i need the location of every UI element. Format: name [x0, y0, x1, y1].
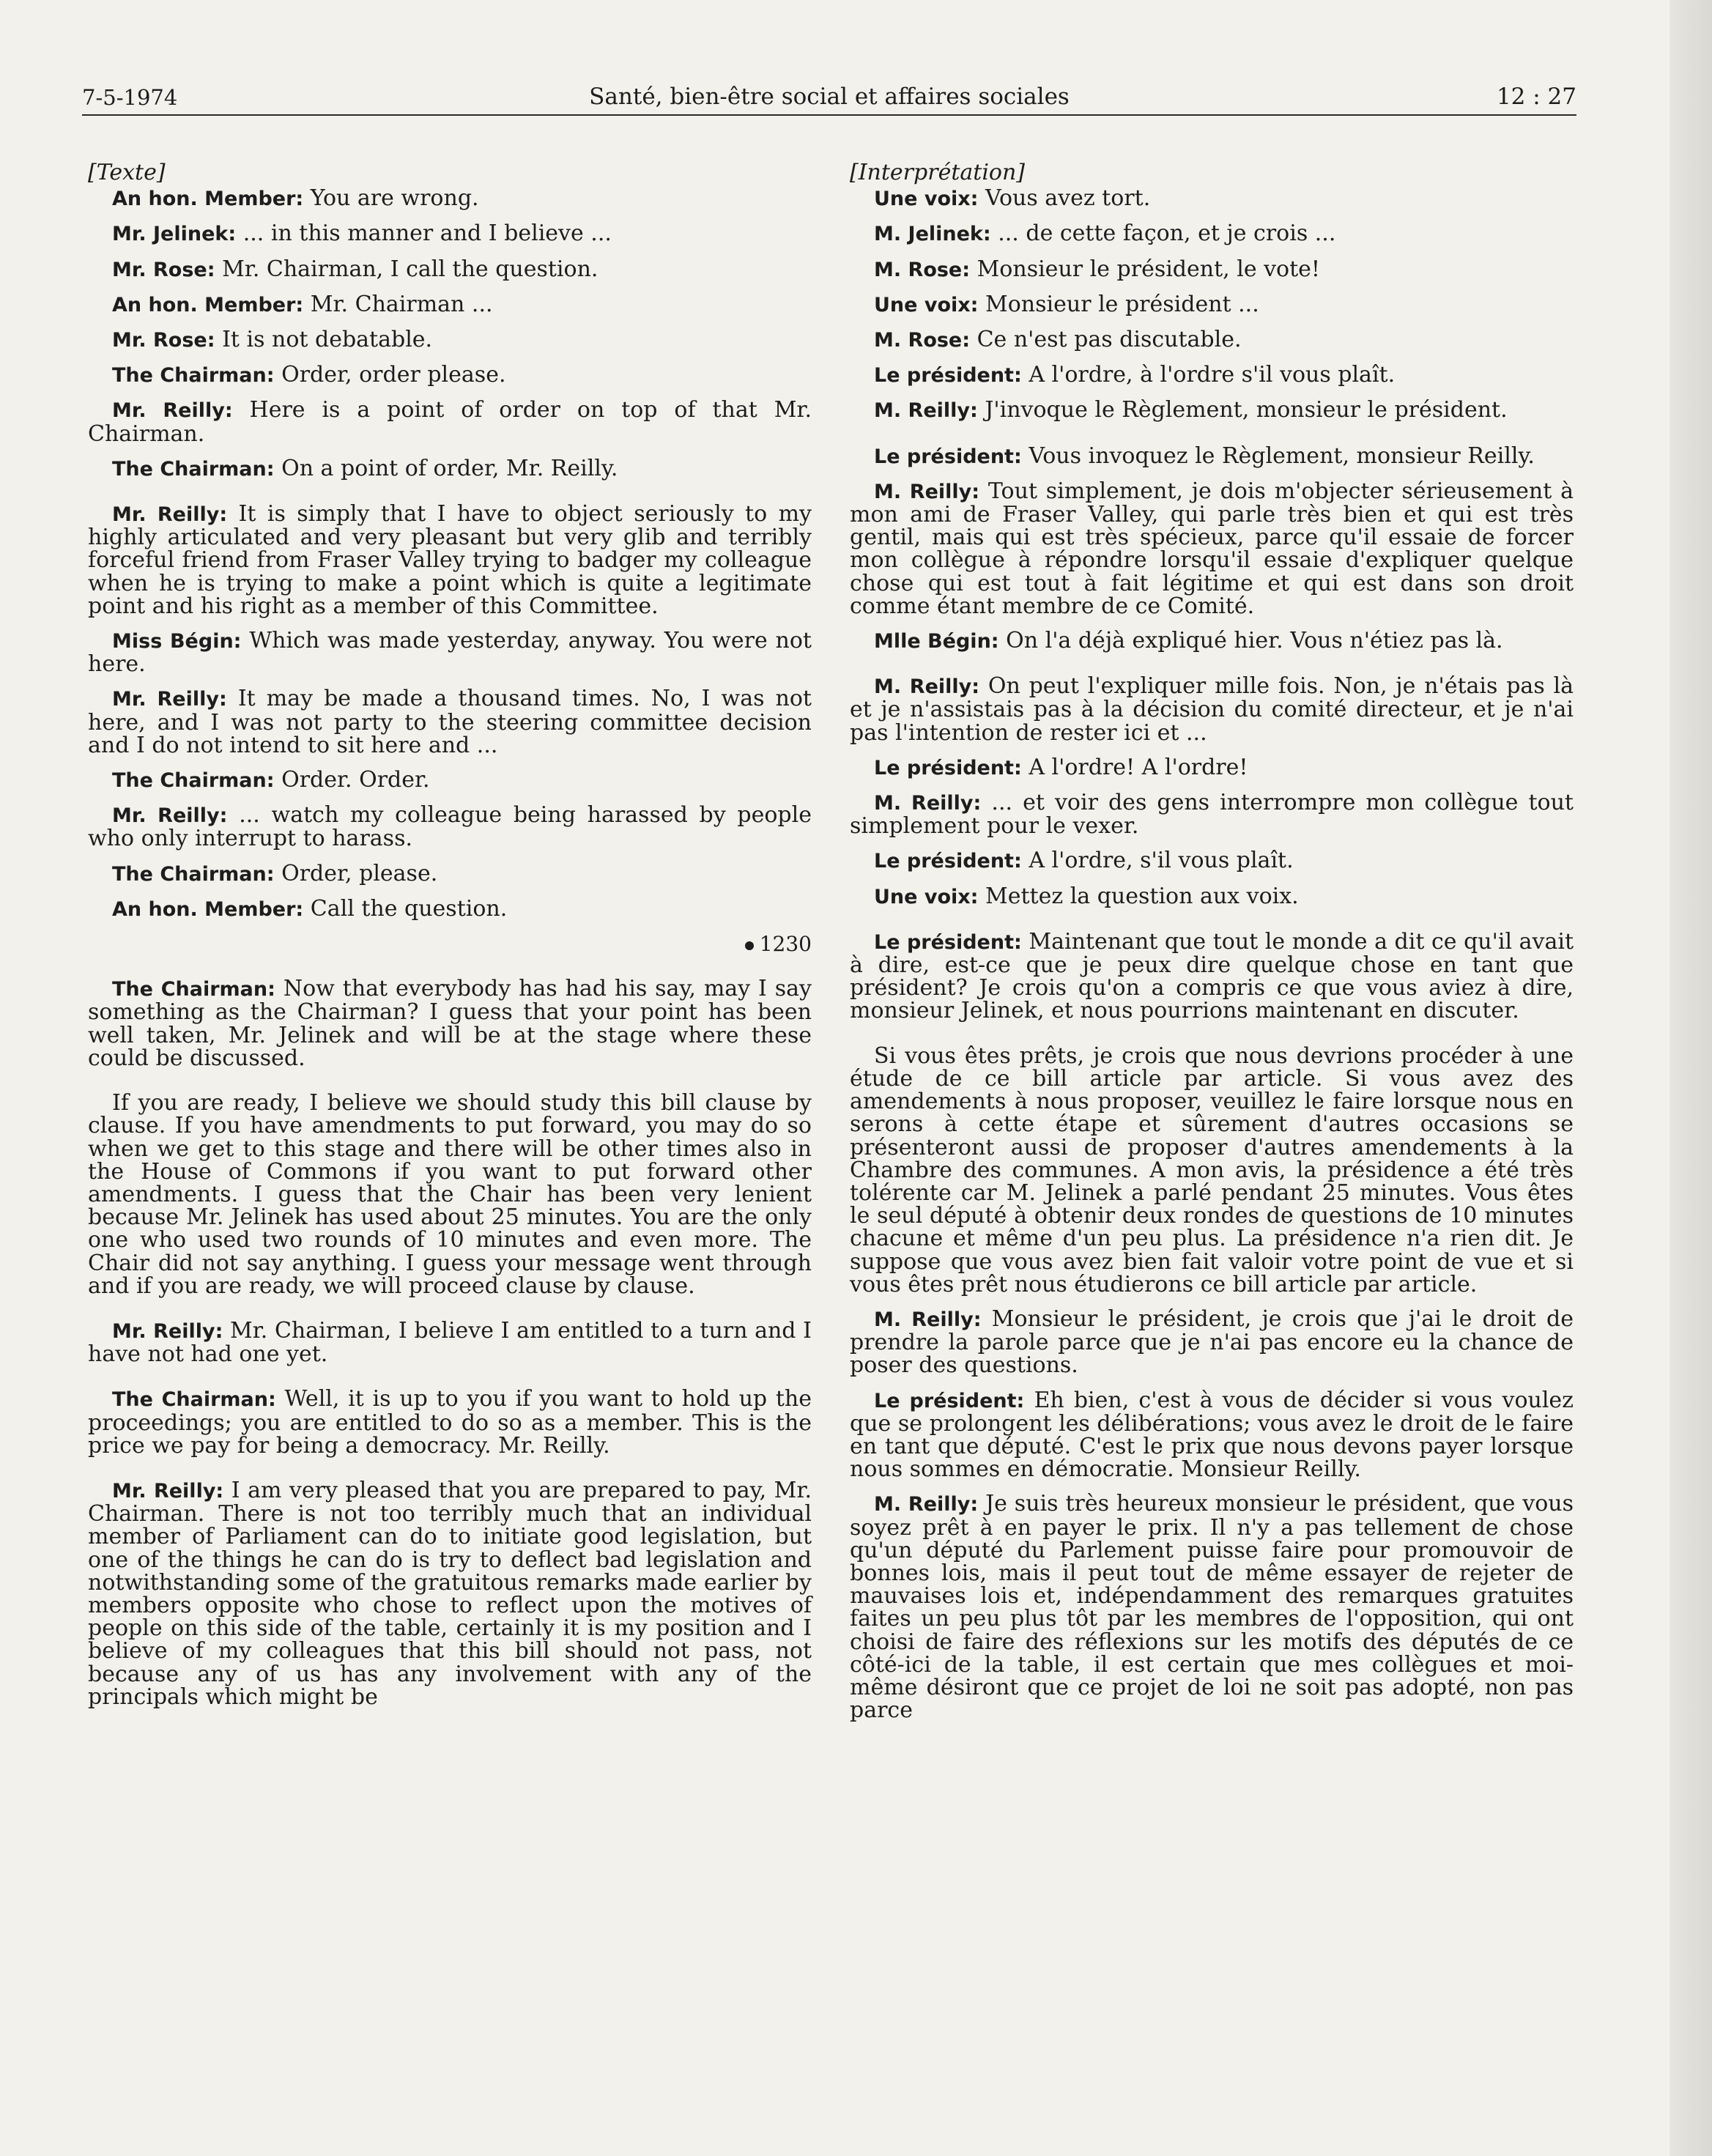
time-marker-text: 1230: [759, 932, 812, 957]
paragraph-text: Mettez la question aux voix.: [985, 883, 1299, 909]
speaker-name: M. Rose:: [874, 258, 971, 281]
transcript-paragraph: [850, 480, 1574, 618]
section-label: [Interprétation]: [850, 160, 1026, 185]
speaker-name: The Chairman:: [112, 978, 275, 1001]
speaker-name: Mlle Bégin:: [874, 630, 999, 653]
paragraph-text: Maintenant que tout le monde a dit ce qu'il avait à dire, est-ce que je peux dire quelque chose en tant que président? Je crois qu'on a compris ce que vous aviez à dire, monsieur Jelinek, et nous pourrions maintenant en discuter.: [850, 928, 1574, 1024]
paragraph-text: A l'ordre, s'il vous plaît.: [1029, 848, 1294, 874]
speaker-name: M. Reilly:: [874, 792, 982, 815]
transcript-paragraph: [88, 222, 812, 245]
transcript-paragraph: [88, 977, 812, 1070]
transcript-paragraph: [850, 1305, 1574, 1379]
paragraph-text: Monsieur le président, le vote!: [977, 256, 1320, 282]
paragraph-text: ... watch my colleague being harassed by people who only interrupt to harass.: [88, 802, 812, 852]
transcript-paragraph: [88, 457, 812, 481]
paragraph-text: Now that everybody has had his say, may I say something as the Chairman? I guess that your point has been well taken, Mr. Jelinek and will be at the stage where these could be discussed.: [88, 976, 812, 1071]
transcript-paragraph: [850, 790, 1574, 840]
paragraph-text: Tout simplement, je dois m'objecter sérieusement à mon ami de Fraser Valley, qui parle très bien et qui est très gentil, mais qui est très spécieux, parce qu'il essaie de forcer mon collègue à répondre lorsqu'il essaie d'expliquer quelque chose qui est tout à fait légitime et qui est dans son droit comme étant membre de ce Comité.: [850, 478, 1574, 619]
transcript-paragraph: [88, 768, 812, 792]
speaker-name: Le président:: [874, 930, 1022, 954]
paragraph-text: Monsieur le président, je crois que j'ai le droit de prendre la parole parce que je n'ai pas encore eu la chance de poser des questions.: [850, 1305, 1574, 1379]
paragraph-text: Order, order please.: [281, 362, 506, 388]
french-column: [850, 161, 1574, 1733]
transcript-paragraph: [850, 1492, 1574, 1722]
speaker-name: The Chairman:: [112, 364, 275, 388]
transcript-paragraph: [88, 1388, 812, 1457]
transcript-paragraph: [88, 503, 812, 618]
paragraph-text: Mr. Chairman, I call the question.: [222, 256, 599, 282]
paragraph-text: Je suis très heureux monsieur le président, que vous soyez prêt à en payer le prix. Il n'y a pas tellement de chose qu'un député du Parlement puisse faire pour promouvoir de bonnes lois, mais il peut tout de même essayer de rejeter de mauvaises lois et, indépendamment des remarques gratuites faites un peu plus tôt par les membres de l'opposition, qui ont choisi de faire des réflexions sur les motifs des députés de ce côté-ici de la table, il est certain que mes collègues et moi-même désiront que ce projet de loi ne soit pas adopté, non pas parce: [850, 1491, 1574, 1724]
transcript-paragraph: [88, 687, 812, 757]
speaker-name: An hon. Member:: [112, 188, 304, 211]
speaker-name: M. Reilly:: [874, 1308, 982, 1331]
transcript-paragraph: [88, 897, 812, 921]
paragraph-text: Order. Order.: [281, 767, 430, 793]
paragraph-text: Call the question.: [310, 895, 508, 922]
transcript-paragraph: [88, 363, 812, 387]
header-date: 7-5-1974: [82, 85, 178, 110]
transcript-paragraph: [88, 804, 812, 850]
speaker-name: Mr. Rose:: [112, 258, 215, 281]
paragraph-text: On a point of order, Mr. Reilly.: [281, 455, 618, 481]
paragraph-text: Here is a point of order on top of that Mr. Chairman.: [88, 397, 812, 447]
paragraph-text: If you are ready, I believe we should study this bill clause by clause. If you have amendments to put forward, you may do so when we get to this stage and there will be other times also in the House of Commons if you want to put forward other amendments. I guess that the Chair has been very lenient because Mr. Jelinek has used about 25 minutes. You are the only one who used two rounds of 10 minutes and even more. The Chair did not say anything. I guess your message went through and if you are ready, we will proceed clause by clause.: [88, 1090, 812, 1299]
page-edge-shadow: [1670, 0, 1712, 2156]
speaker-name: M. Reilly:: [874, 480, 980, 503]
speaker-name: Mr. Reilly:: [112, 503, 228, 527]
paragraph-text: A l'ordre, à l'ordre s'il vous plaît.: [1029, 362, 1396, 388]
transcript-paragraph: [850, 1389, 1574, 1481]
paragraph-text: Monsieur le président ...: [985, 291, 1259, 317]
paragraph-text: On l'a déjà expliqué hier. Vous n'étiez pas là.: [1006, 628, 1503, 654]
time-marker: [88, 933, 812, 955]
transcript-paragraph: [850, 1042, 1574, 1297]
transcript-paragraph: [850, 930, 1574, 1023]
english-column: [88, 161, 812, 1720]
speaker-name: The Chairman:: [112, 1388, 276, 1412]
speaker-name: M. Rose:: [874, 329, 971, 352]
paragraph-text: Order, please.: [281, 860, 438, 886]
paragraph-text: Si vous êtes prêts, je crois que nous devrions procéder à une étude de ce bill article par article. Si vous avez des amendements à nous proposer, veuillez le faire lorsque nous en serons à cette étape et sûrement d'autres occasions se présenteront aussi de proposer d'autres amendements à la Chambre des communes. A mon avis, la présidence a été très tolérente car M. Jelinek a parlé pendant 25 minutes. Vous êtes le seul député à obtenir deux rondes de questions de 10 minutes chacune et même d'un peu plus. La présidence n'a rien dit. Je suppose que vous avez bien fait valoir votre point de vue et si vous êtes prêt nous étudierons ce bill article par article.: [850, 1042, 1574, 1297]
transcript-paragraph: [850, 187, 1574, 210]
paragraph-text: ... de cette façon, et je crois ...: [998, 221, 1336, 247]
header-title: Santé, bien-être social et affaires sociales: [589, 84, 1070, 110]
transcript-paragraph: [88, 1092, 812, 1297]
paragraph-text: A l'ordre! A l'ordre!: [1029, 754, 1248, 780]
speaker-name: Une voix:: [874, 885, 979, 908]
paragraph-text: Mr. Chairman ...: [310, 291, 493, 317]
transcript-paragraph: [850, 222, 1574, 245]
transcript-paragraph: [850, 885, 1574, 908]
transcript-paragraph: [850, 399, 1574, 422]
speaker-name: The Chairman:: [112, 457, 275, 481]
paragraph-text: ... in this manner and I believe ...: [242, 221, 612, 247]
transcript-paragraph: [850, 675, 1574, 744]
speaker-name: Une voix:: [874, 188, 979, 211]
speaker-name: An hon. Member:: [112, 897, 304, 921]
transcript-paragraph: [88, 187, 812, 210]
paragraph-text: J'invoque le Règlement, monsieur le président.: [985, 397, 1508, 423]
paragraph-text: It may be made a thousand times. No, I was not here, and I was not party to the steering committee decision and I do not intend to sit here and ...: [88, 686, 812, 758]
speaker-name: Une voix:: [874, 293, 979, 316]
speaker-name: Mr. Reilly:: [112, 804, 228, 828]
page-header: [82, 79, 1576, 116]
transcript-paragraph: [88, 1479, 812, 1708]
speaker-name: Le président:: [874, 1389, 1025, 1412]
header-page-number: 12 : 27: [1496, 84, 1576, 110]
speaker-name: M. Reilly:: [874, 675, 980, 699]
speaker-name: Mr. Reilly:: [112, 399, 233, 423]
speaker-name: Mr. Jelinek:: [112, 223, 237, 246]
transcript-paragraph: [88, 1319, 812, 1366]
speaker-name: Le président:: [874, 756, 1022, 779]
paragraph-text: ... et voir des gens interrompre mon collègue tout simplement pour le vexer.: [850, 790, 1574, 840]
speaker-name: The Chairman:: [112, 769, 275, 793]
speaker-name: The Chairman:: [112, 862, 275, 886]
paragraph-text: You are wrong.: [310, 185, 479, 212]
paragraph-text: It is simply that I have to object seriously to my highly articulated and very pleasant but very glib and terribly forceful friend from Fraser Valley trying to badger my colleague when he is trying to make a point which is quite a legitimate point and his right as a member of this Committee.: [88, 501, 812, 619]
transcript-paragraph: [850, 629, 1574, 653]
transcript-paragraph: [850, 328, 1574, 352]
speaker-name: Miss Bégin:: [112, 630, 242, 653]
transcript-paragraph: [88, 293, 812, 316]
speaker-name: An hon. Member:: [112, 293, 304, 316]
transcript-paragraph: [850, 756, 1574, 779]
speaker-name: Mr. Rose:: [112, 329, 215, 352]
transcript-paragraph: [850, 442, 1574, 469]
paragraph-text: Mr. Chairman, I believe I am entitled to a turn and I have not had one yet.: [88, 1317, 812, 1368]
speaker-name: Mr. Reilly:: [112, 1479, 224, 1503]
transcript-paragraph: [88, 399, 812, 445]
paragraph-text: Ce n'est pas discutable.: [977, 327, 1242, 353]
speaker-name: Mr. Reilly:: [112, 1319, 223, 1343]
speaker-name: M. Reilly:: [874, 399, 978, 423]
transcript-paragraph: [88, 862, 812, 886]
speaker-name: Mr. Reilly:: [112, 688, 227, 711]
paragraph-text: Vous invoquez le Règlement, monsieur Reilly.: [1029, 442, 1535, 469]
speaker-name: Le président:: [874, 850, 1022, 873]
paragraph-text: Which was made yesterday, anyway. You were not here.: [88, 628, 812, 678]
paragraph-text: It is not debatable.: [222, 327, 433, 353]
transcript-paragraph: [88, 628, 812, 678]
transcript-paragraph: [88, 258, 812, 281]
transcript-paragraph: [850, 293, 1574, 316]
section-label: [Texte]: [88, 160, 166, 185]
paragraph-text: On peut l'expliquer mille fois. Non, je n'étais pas là et je n'assistais pas à la décision du comité directeur, et je n'ai pas l'intention de rester ici et ...: [850, 673, 1574, 746]
transcript-paragraph: [850, 849, 1574, 873]
speaker-name: M. Jelinek:: [874, 223, 991, 246]
paragraph-text: Vous avez tort.: [985, 185, 1151, 212]
speaker-name: Le président:: [874, 445, 1022, 468]
speaker-name: Le président:: [874, 364, 1022, 388]
transcript-paragraph: [88, 328, 812, 352]
transcript-paragraph: [850, 258, 1574, 281]
transcript-paragraph: [850, 363, 1574, 387]
paragraph-text: Eh bien, c'est à vous de décider si vous voulez que se prolongent les délibérations; vous avez le droit de le faire en tant que député. C'est le prix que nous devons payer lorsque nous sommes en démocratie. Monsieur Reilly.: [850, 1387, 1574, 1483]
bullet-icon: [745, 941, 754, 950]
paragraph-text: Well, it is up to you if you want to hold up the proceedings; you are entitled to do so as a member. This is the price we pay for being a democracy. Mr. Reilly.: [88, 1386, 812, 1459]
speaker-name: M. Reilly:: [874, 1493, 979, 1516]
paragraph-text: I am very pleased that you are prepared to pay, Mr. Chairman. There is not too terribly much that an individual member of Parliament can do to initiate good legislation, but one of the things he can do is try to deflect bad legislation and notwithstanding some of the gratuitous remarks made earlier by members opposite who chose to reflect upon the motives of people on this side of the table, certainly it is my position and I believe of my colleagues that this bill should not pass, not because any of us has any involvement with any of the principals which might be: [88, 1477, 812, 1710]
